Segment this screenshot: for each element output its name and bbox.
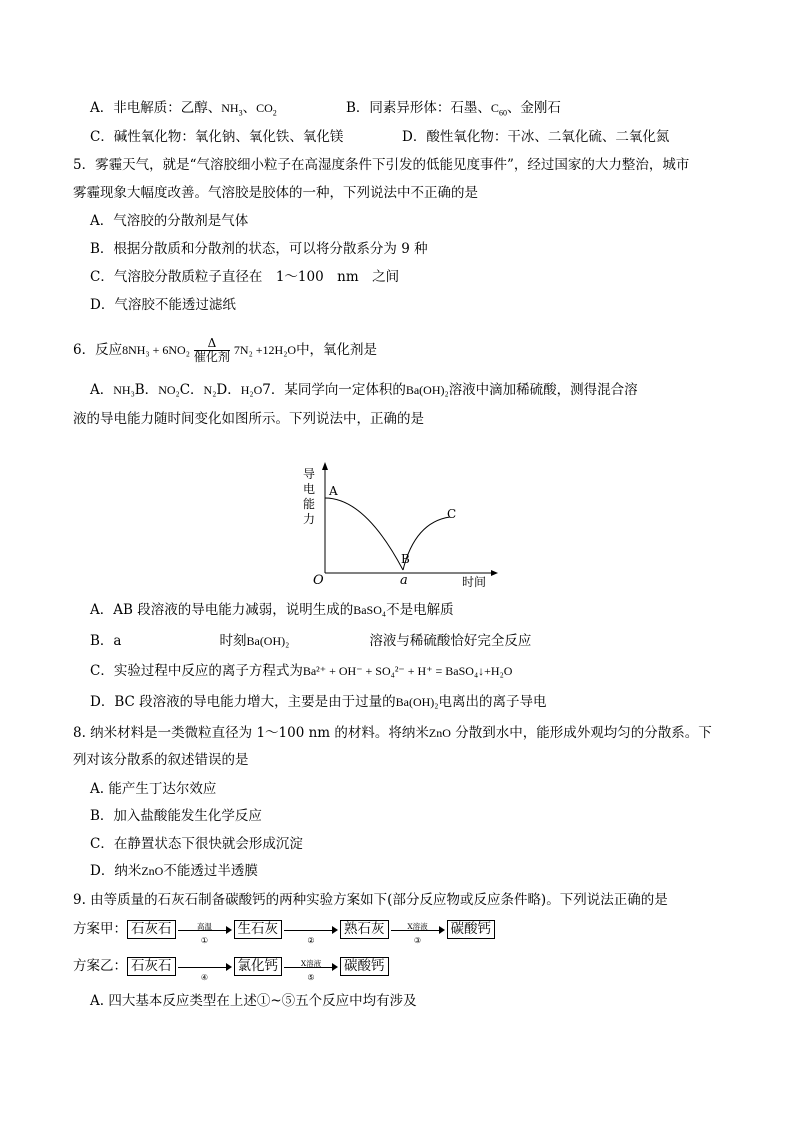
q5-option-c: C．气溶胶分散质粒子直径在 1～100 nm 之间 [90,269,400,285]
q9-stem: 9. 由等质量的石灰石制备碳酸钙的两种实验方案如下(部分反应物或反应条件略)。下列说法正确的是 [73,892,668,908]
q7-d-formula: Ba(OH)₂ [395,695,439,709]
q8-stem-b: 分散到水中，能形成外观均匀的分散系。下 [450,725,712,741]
q8-d-pre: D．纳米 [90,863,142,879]
q4-a-text: A．非电解质：乙醇、 [90,100,222,116]
q8-d-post: 不能透过半透膜 [163,863,258,879]
q5-option-a: A．气溶胶的分散剂是气体 [90,213,249,229]
q6-condition [194,337,230,364]
q8-option-d [90,862,258,880]
q6-opt-c-formula: N₂ [203,383,217,397]
q9-plan2 [73,957,389,982]
q8-option-b: B．加入盐酸能发生化学反应 [90,808,262,824]
q7-option-d [90,693,546,711]
q7-stem-formula: Ba(OH)₂ [405,383,449,397]
q6-opt-b-formula: NO₂ [158,383,180,397]
q6-opt-c: C． [179,382,204,398]
y-axis-label-1: 导 [303,467,316,481]
plan1-label: 方案甲： [73,921,127,937]
conductivity-graph [295,460,505,590]
q7-option-c [90,662,512,680]
y-axis-label-3: 能 [303,497,316,511]
q5-option-d: D．气溶胶不能透过滤纸 [90,297,236,313]
q7-b-formula: Ba(OH)₂ [246,634,290,648]
point-c-label: C [447,507,457,521]
q8-stem-line2: 列对该分散系的叙述错误的是 [73,752,249,768]
q8-stem-a: 8. 纳米材料是一类微粒直径为 1～100 nm 的材料。将纳米 [73,725,429,741]
y-axis-label-4: 力 [303,512,316,526]
q7-option-b [90,632,531,650]
y-axis-arrowhead [322,462,328,470]
q6-post: 中，氧化剂是 [296,342,378,358]
q6-opt-a-formula: NH₃ [113,383,135,397]
q8-d-formula: ZnO [141,864,164,878]
q8-stem-line1 [73,724,712,742]
q6-options-q7-stem [90,381,638,399]
q6-opt-d-formula: H₂O [240,383,263,397]
plan1-arrow-3: X溶液 ③ [389,921,447,939]
q8-option-c: C．在静置状态下很快就会形成沉淀 [90,836,303,852]
q4-b-end: 、金刚石 [506,100,561,116]
q7-d-pre: D．BC 段溶液的导电能力增大，主要是由于过量的 [90,694,396,710]
q6-rhs: 7N₂ +12H₂O [233,343,297,357]
plan1-step-4: 碳酸钙 [447,920,496,939]
q7-b-pre: B．a [90,633,122,649]
plan1-arrow-2: ② [282,921,340,939]
q4-a-nh3: $NH_3$ [221,101,243,118]
plan1-step-3: 熟石灰 [340,920,389,939]
q4-b-text: B．同素异形体：石墨、 [346,100,491,116]
q7-a-pre: A．AB 段溶液的导电能力减弱，说明生成的 [90,602,354,618]
q7-d-post: 电离出的离子导电 [438,694,547,710]
plan1-step-1: 石灰石 [127,920,176,939]
x-axis-label: 时间 [462,575,487,589]
plan2-label: 方案乙： [73,958,127,974]
q8-stem-formula: ZnO [428,726,451,740]
q5-stem-line1: 5．雾霾天气，就是“气溶胶细小粒子在高湿度条件下引发的低能见度事件”，经过国家的大力整治，城市 [73,157,690,173]
q7-a-formula: BaSO₄ [353,603,387,617]
plan2-step-1: 石灰石 [127,957,176,976]
q6-stem [73,337,377,364]
q6-pre: 6．反应 [73,342,123,358]
q7-stem-line2: 液的导电能力随时间变化如图所示。下列说法中，正确的是 [73,411,424,427]
q7-option-a [90,601,454,619]
q7-a-post: 不是电解质 [386,602,454,618]
point-a-label: A [329,484,338,498]
q6-lhs: 8NH₃ + 6NO₂ [122,343,190,357]
x-axis-arrowhead [491,570,498,576]
curve-ab [325,498,403,570]
q6-opt-b: B． [134,382,159,398]
plan2-step-2: 氯化钙 [234,957,283,976]
plan2-arrow-1: ④ [176,958,234,976]
q9-plan1 [73,920,495,945]
q4-b-c60: $C_{60}$ [490,101,507,118]
origin-label: O [313,573,324,588]
q7-b-mid: 时刻 [219,633,247,649]
q7-stem-b: 溶液中滴加稀硫酸，测得混合溶 [448,382,638,398]
q4-a-co2: $CO_2$ [256,101,277,118]
curve-bc [403,517,450,570]
point-b-label: B [401,552,410,566]
plan1-step-2: 生石灰 [234,920,283,939]
q7-c-pre: C．实验过程中反应的离子方程式为 [90,663,303,679]
q6-opt-d: D． [216,382,241,398]
q7-b-post: 溶液与稀硫酸恰好完全反应 [369,633,532,649]
q4-option-c: C．碱性氧化物：氧化钠、氧化铁、氧化镁 [90,129,344,145]
q4-option-a [90,99,277,117]
a-tick-label: a [400,573,408,588]
q9-option-a: A. 四大基本反应类型在上述①~⑤五个反应中均有涉及 [90,993,417,1009]
q5-stem-line2: 雾霾现象大幅度改善。气溶胶是胶体的一种，下列说法中不正确的是 [73,185,478,201]
q6-cond-top: Δ [194,337,230,351]
plan2-arrow-2: X溶液 ⑤ [282,958,340,976]
q6-cond-bottom: 催化剂 [193,350,230,364]
y-axis-label-2: 电 [303,482,316,496]
q4-option-b [346,99,561,117]
q4-option-d: D．酸性氧化物：干冰、二氧化硫、二氧化氮 [402,129,670,145]
q7-c-equation: Ba²⁺ + OH⁻ + SO₄²⁻ + H⁺ = BaSO₄↓+H₂O [302,664,513,678]
q6-opt-a: A． [90,382,114,398]
q7-stem-a: 7．某同学向一定体积的 [262,382,406,398]
plan1-arrow-1: 高温 ① [176,921,234,939]
q8-option-a: A. 能产生丁达尔效应 [90,781,217,797]
q5-option-b: B．根据分散质和分散剂的状态，可以将分散系分为 9 种 [90,241,428,257]
plan2-step-3: 碳酸钙 [340,957,389,976]
q4-a-sep: 、 [242,100,257,116]
